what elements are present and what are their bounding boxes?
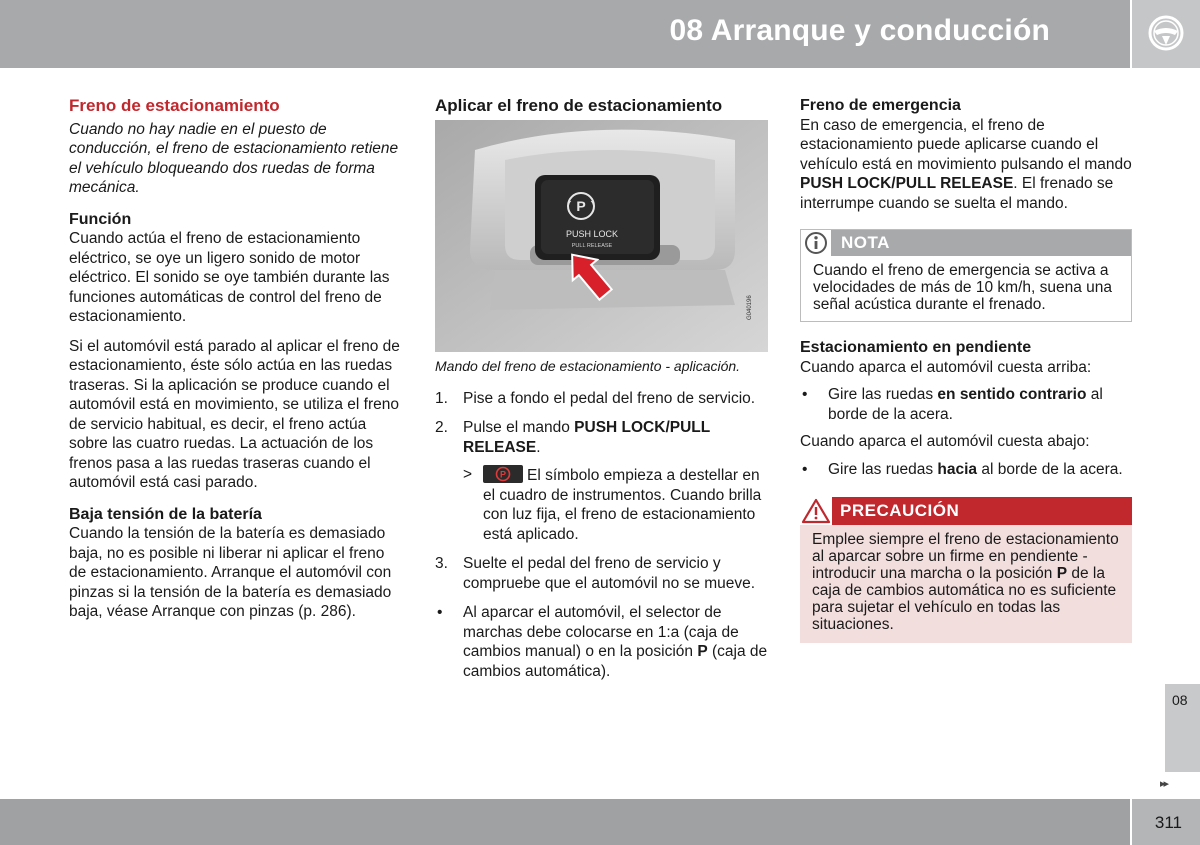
svg-text:P: P — [499, 469, 507, 480]
bullet-text: Gire las ruedas — [828, 460, 938, 478]
step-text-end: . — [536, 438, 541, 456]
pendiente-heading: Estacionamiento en pendiente — [800, 339, 1032, 356]
parking-brake-warning-icon — [483, 465, 523, 483]
step-item — [435, 554, 770, 593]
step-text: Pise a fondo el pedal del freno de servicio. — [463, 389, 756, 407]
bullet-item — [435, 603, 770, 681]
emergencia-text-end: . El frenado se interrumpe cuando se suelta el mando. — [800, 175, 1114, 212]
emergencia-emphasis: PUSH LOCK/PULL RELEASE — [800, 175, 1014, 192]
steps-list-continued — [435, 554, 770, 593]
bullet-list — [435, 603, 770, 681]
parking-brake-control-image — [435, 120, 768, 352]
note-text: Cuando el freno de emergencia se activa a velocidades de más de 10 km/h, suena una señal acústica durante el frenado. — [813, 262, 1112, 313]
cuesta-arriba-list — [800, 385, 1132, 424]
button-label-line1: PUSH LOCK — [565, 228, 619, 239]
caution-text — [800, 525, 1132, 643]
warning-triangle-icon — [800, 497, 832, 525]
funcion-paragraph-2: Si el automóvil está parado al aplicar el freno de estacionamiento, éste sólo actúa en las ruedas traseras. Si la aplicación se produce cuando el automóvil está en movimiento, se utiliza el freno de servicio habitual, es decir, el freno actúa sobre las cuatro ruedas. La actuación de los frenos pasa a las ruedas traseras cuando el automóvil está casi parado. — [69, 337, 400, 491]
step-item — [435, 389, 770, 409]
chapter-side-tab — [1165, 684, 1200, 772]
caution-text-start: Emplee siempre el freno de estacionamiento al aparcar sobre un firme en pendiente - introducir una marcha o la posición — [812, 531, 1119, 582]
note-box — [800, 229, 1132, 322]
column-left — [69, 96, 404, 632]
side-tab-label: 08 — [1172, 692, 1188, 708]
steps-list — [435, 389, 770, 458]
bullet-emphasis: hacia — [937, 460, 978, 478]
substep — [435, 465, 770, 544]
page-number: 311 — [1154, 813, 1182, 832]
steering-wheel-icon — [1147, 14, 1185, 52]
apply-brake-heading: Aplicar el freno de estacionamiento — [435, 96, 723, 115]
svg-text:): ) — [590, 197, 596, 214]
svg-text:(: ( — [566, 197, 572, 214]
substep-text: El símbolo empieza a destellar en el cuadro de instrumentos. Cuando brilla con luz fija, el freno de estacionamiento está aplicado. — [483, 467, 762, 543]
bullet-marker: • — [802, 386, 808, 403]
bullet-marker: • — [437, 604, 443, 621]
funcion-paragraph-1: Cuando actúa el freno de estacionamiento eléctrico, se oye un ligero sonido de motor eléctrico. El sonido se oye también durante las funciones automáticas de control del freno de estacionamiento. — [69, 230, 390, 325]
caution-box — [800, 497, 1132, 643]
cuesta-arriba-text: Cuando aparca el automóvil cuesta arriba: — [800, 358, 1092, 376]
substep-marker: > — [463, 466, 473, 483]
bullet-emphasis: P — [697, 643, 708, 660]
image-code: G040196 — [747, 294, 753, 320]
intro-text: Cuando no hay nadie en el puesto de conducción, el freno de estacionamiento retiene el vehículo bloqueando dos ruedas de forma mecánica. — [69, 120, 399, 196]
cuesta-abajo-text: Cuando aparca el automóvil cuesta abajo: — [800, 433, 1090, 450]
column-middle — [435, 96, 770, 691]
button-label-line2: PULL RELEASE — [571, 242, 613, 249]
section-title: Freno de estacionamiento — [69, 96, 280, 115]
bullet-item — [800, 385, 1132, 424]
bullet-text: Al aparcar el automóvil, el selector de marchas debe colocarse en 1:a (caja de cambios manual) o en la posición — [463, 604, 739, 660]
double-arrow-right-icon: ▸▸ — [1160, 778, 1168, 790]
step-number: 3. — [435, 555, 448, 572]
bullet-item — [800, 460, 1132, 480]
caution-label: PRECAUCIÓN — [840, 501, 960, 520]
page-footer — [0, 799, 1130, 845]
emergencia-paragraph — [800, 116, 1132, 214]
emergencia-text: En caso de emergencia, el freno de estacionamiento puede aplicarse cuando el vehículo está en movimiento pulsando el mando — [800, 116, 1132, 173]
step-text: Pulse el mando — [463, 419, 575, 436]
bullet-marker: • — [802, 460, 808, 478]
bullet-text: Gire las ruedas — [828, 386, 938, 403]
bateria-heading: Baja tensión de la batería — [69, 505, 262, 523]
note-label: NOTA — [841, 233, 890, 252]
bateria-paragraph: Cuando la tensión de la batería es demasiado baja, no es posible ni liberar ni aplicar el freno de estacionamiento. Arranque el automóvil con pinzas si la tensión de la batería es demasiado baja, véase Arranque con pinzas (p. 286). — [69, 525, 392, 620]
caution-text-end: de la caja de cambios automática no es suficiente para sujetar el vehículo en todas las situaciones. — [812, 565, 1117, 633]
cuesta-abajo-list — [800, 460, 1132, 480]
step-number: 1. — [435, 389, 448, 407]
page-number-box — [1132, 799, 1200, 845]
step-number: 2. — [435, 419, 448, 436]
image-caption: Mando del freno de estacionamiento - aplicación. — [435, 357, 741, 374]
chapter-title: 08 Arranque y conducción — [669, 14, 1050, 47]
emergencia-heading: Freno de emergencia — [800, 97, 961, 114]
bullet-emphasis: en sentido contrario — [937, 386, 1087, 403]
step-item — [435, 418, 770, 457]
caution-emphasis: P — [1056, 565, 1068, 582]
funcion-heading: Función — [69, 210, 132, 228]
bullet-text-end: (caja de cambios automática). — [463, 643, 768, 680]
bullet-text-end: al borde de la acera. — [828, 386, 1103, 423]
parking-brake-illustration — [435, 120, 768, 352]
caution-header — [800, 497, 1132, 525]
step-emphasis: PUSH LOCK/PULL RELEASE — [463, 419, 710, 456]
step-text: Suelte el pedal del freno de servicio y compruebe que el automóvil no se mueve. — [463, 555, 756, 592]
svg-text:P: P — [576, 197, 586, 214]
page-header — [0, 0, 1130, 68]
column-right — [800, 96, 1132, 643]
chapter-icon-box — [1132, 0, 1200, 68]
bullet-text-end: al borde de la acera. — [977, 460, 1123, 478]
note-header — [801, 230, 1131, 256]
info-icon — [801, 230, 831, 256]
